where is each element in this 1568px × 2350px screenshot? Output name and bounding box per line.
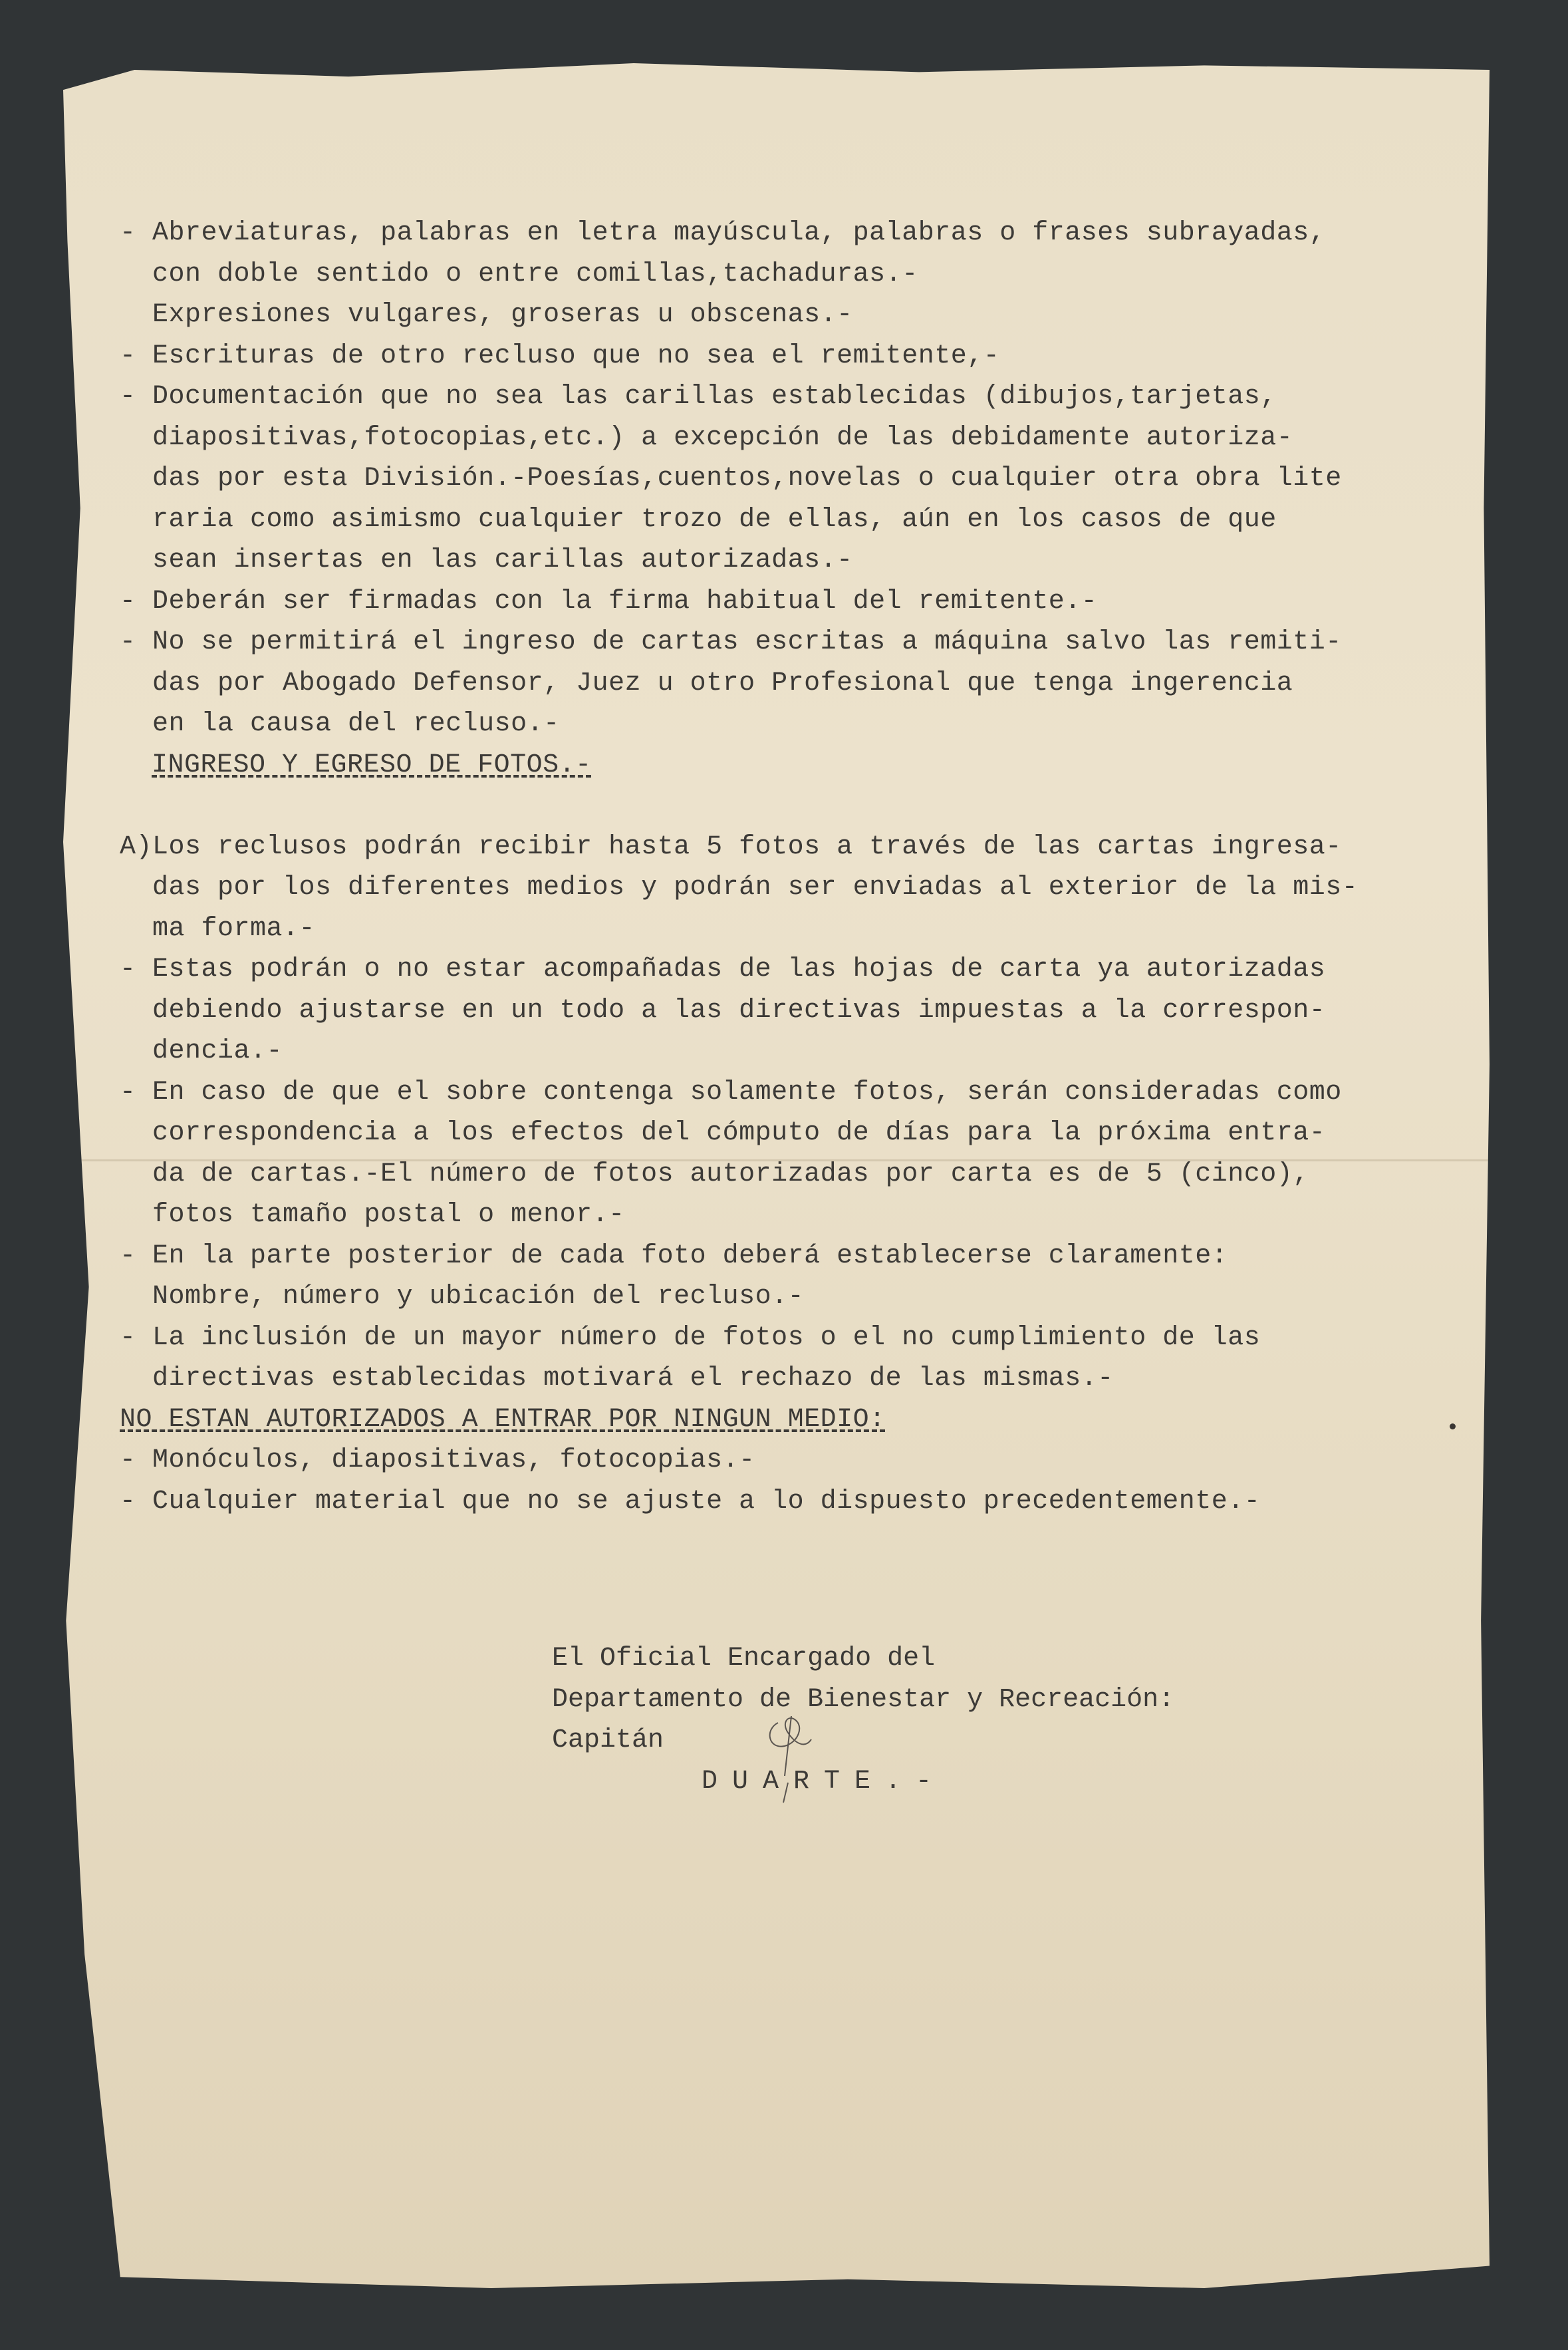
signature-title-line: El Oficial Encargado del: [552, 1644, 936, 1674]
signature-block: [552, 1638, 1174, 1802]
text-line: das por Abogado Defensor, Juez u otro Profesional que tenga ingerencia: [120, 668, 1293, 698]
text-line: debiendo ajustarse en un todo a las directivas impuestas a la correspon-: [120, 995, 1326, 1026]
text-line: Expresiones vulgares, groseras u obscenas.-: [120, 300, 853, 330]
text-line: ma forma.-: [120, 913, 316, 944]
ink-dot: [1450, 1423, 1456, 1429]
text-line: - Documentación que no sea las carillas establecidas (dibujos,tarjetas,: [120, 382, 1277, 412]
text-line: - Deberán ser firmadas con la firma habitual del remitente.-: [120, 586, 1098, 617]
text-line: - Cualquier material que no se ajuste a lo dispuesto precedentemente.-: [120, 1486, 1261, 1517]
text-line: das por esta División.-Poesías,cuentos,novelas o cualquier otra obra lite: [120, 464, 1342, 494]
section-heading-no-autorizados: [120, 1399, 1383, 1441]
text-line: - En la parte posterior de cada foto deberá establecerse claramente:: [120, 1241, 1228, 1271]
signature-name: DUARTE.-: [702, 1766, 947, 1797]
signature-department-line: Departamento de Bienestar y Recreación:: [552, 1684, 1175, 1715]
document-body: [120, 213, 1383, 1522]
heading-text: NO ESTAN AUTORIZADOS A ENTRAR POR NINGUN MEDIO:: [120, 1404, 886, 1435]
section-heading-fotos: [120, 745, 1383, 786]
text-line: Nombre, número y ubicación del recluso.-: [120, 1282, 805, 1312]
text-line: - La inclusión de un mayor número de fotos o el no cumplimiento de las: [120, 1322, 1261, 1353]
text-line: sean insertas en las carillas autorizadas.-: [120, 545, 853, 575]
text-line: correspondencia a los efectos del cómputo de días para la próxima entra-: [120, 1118, 1326, 1148]
text-line: A)Los reclusos podrán recibir hasta 5 fotos a través de las cartas ingresa-: [120, 831, 1342, 862]
text-line: - Estas podrán o no estar acompañadas de las hojas de carta ya autorizadas: [120, 955, 1326, 984]
text-line: - Escrituras de otro recluso que no sea el remitente,-: [120, 341, 1000, 371]
text-line: das por los diferentes medios y podrán ser enviadas al exterior de la mis-: [120, 873, 1359, 903]
text-line: - Monóculos, diapositivas, fotocopias.-: [120, 1445, 755, 1475]
text-line: da de cartas.-El número de fotos autorizadas por carta es de 5 (cinco),: [120, 1159, 1309, 1189]
text-line: en la causa del recluso.-: [120, 709, 560, 739]
text-line: diapositivas,fotocopias,etc.) a excepción de las debidamente autoriza-: [120, 422, 1293, 453]
text-line: dencia.-: [120, 1036, 283, 1066]
signature-rank-line: Capitán: [552, 1725, 664, 1755]
text-line: - No se permitirá el ingreso de cartas escritas a máquina salvo las remiti-: [120, 627, 1342, 657]
handwritten-signature-icon: [758, 1703, 818, 1809]
text-line: - Abreviaturas, palabras en letra mayúscula, palabras o frases subrayadas,: [120, 218, 1326, 248]
text-line: - En caso de que el sobre contenga solamente fotos, serán consideradas como: [120, 1077, 1342, 1107]
text-line: raria como asimismo cualquier trozo de ellas, aún en los casos de que: [120, 504, 1277, 535]
text-line: con doble sentido o entre comillas,tachaduras.-: [120, 259, 918, 289]
heading-text: INGRESO Y EGRESO DE FOTOS.-: [152, 750, 592, 780]
text-line: fotos tamaño postal o menor.-: [120, 1200, 625, 1230]
blank-line: [120, 786, 1383, 827]
text-line: directivas establecidas motivará el rechazo de las mismas.-: [120, 1364, 1114, 1394]
